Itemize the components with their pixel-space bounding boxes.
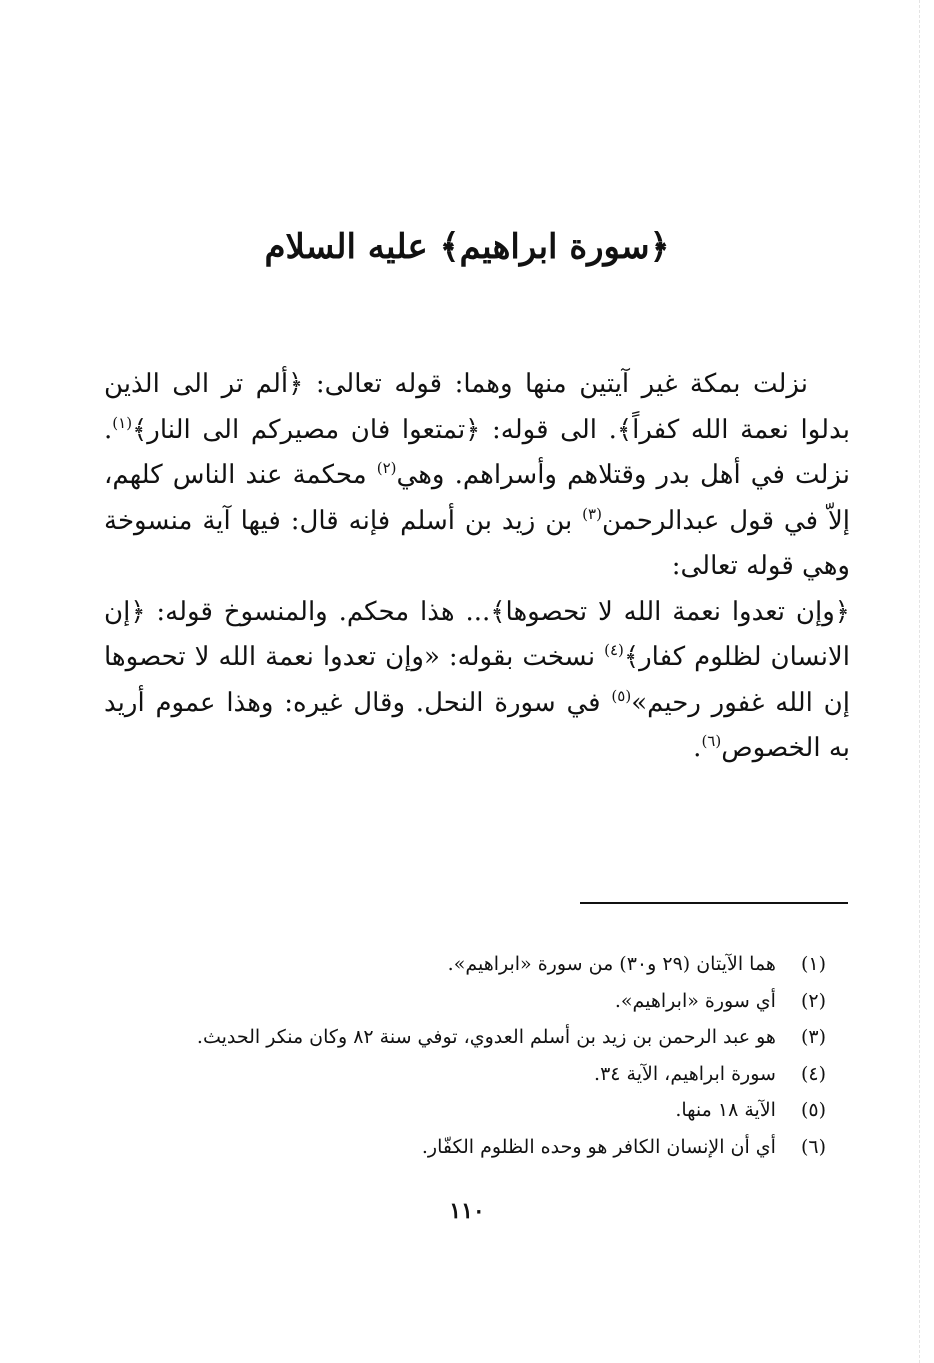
footnote-item — [120, 1129, 826, 1166]
footnote-ref-6: (٦) — [701, 732, 722, 750]
footnote-number: (٤) — [800, 1062, 826, 1085]
footnote-ref-4: (٤) — [604, 641, 624, 659]
text-run: . — [693, 733, 702, 763]
footnote-number: (٦) — [800, 1135, 826, 1158]
footnote-separator — [580, 902, 848, 904]
text-run: في سورة النحل. وقال غيره: وهذا عموم أريد به الخصوص — [104, 687, 850, 763]
footnote-text: سورة ابراهيم، الآية ٣٤. — [594, 1062, 776, 1085]
footnote-ref-1: (١) — [112, 413, 133, 432]
footnote-item — [120, 1092, 826, 1129]
footnote-item — [120, 983, 826, 1020]
footnote-text: أي أن الإنسان الكافر هو وحده الظلوم الكفّار. — [421, 1135, 776, 1158]
footnote-number: (١) — [800, 953, 826, 975]
scan-edge-line — [919, 0, 920, 1363]
footnote-ref-2: (٢) — [376, 459, 397, 477]
text-run: . نزلت في أهل بدر وقتلاهم وأسراهم. وهي — [104, 414, 851, 490]
footnotes-list — [120, 946, 826, 1166]
footnote-text: الآية ١٨ منها. — [675, 1099, 776, 1122]
footnote-number: (٥) — [800, 1099, 826, 1122]
text-run: نزلت بمكة غير آيتين منها وهما: قوله تعالى: ﴿ألم تر الى الذين بدلوا نعمة الله كفراً﴾. الى قوله: ﴿تمتعوا فان مصيركم الى النار﴾ — [104, 369, 850, 445]
footnote-text: هو عبد الرحمن بن زيد بن أسلم العدوي، توفي سنة ٨٢ وكان منكر الحديث. — [196, 1026, 776, 1049]
text-run: محكمة عند الناس كلهم، إلاّ في قول عبدالرحمن — [104, 460, 850, 536]
paragraph-1 — [104, 362, 850, 590]
main-text — [104, 362, 850, 772]
footnote-number: (٢) — [800, 989, 826, 1012]
footnote-item — [120, 1056, 826, 1093]
footnote-item — [120, 1019, 826, 1056]
footnote-ref-5: (٥) — [611, 686, 632, 705]
text-run: بن زيد بن أسلم فإنه قال: فيها آية منسوخة وهي قوله تعالى: — [104, 505, 850, 581]
page-number: ١١٠ — [449, 1198, 485, 1224]
footnote-text: هما الآيتان (٢٩ و٣٠) من سورة «ابراهيم». — [447, 953, 776, 975]
paragraph-2 — [104, 590, 850, 772]
text-run: ﴿وإن تعدوا نعمة الله لا تحصوها﴾... هذا محكم. والمنسوخ قوله: ﴿إن الانسان لظلوم كفار﴾ — [104, 596, 850, 672]
footnote-text: أي سورة «ابراهيم». — [614, 989, 776, 1012]
footnote-item — [120, 946, 826, 983]
text-run: نسخت بقوله: «وإن تعدوا نعمة الله لا تحصوها إن الله غفور رحيم» — [104, 642, 850, 718]
footnote-number: (٣) — [800, 1026, 826, 1049]
chapter-title: ﴿سورة ابراهيم﴾ عليه السلام — [264, 227, 670, 267]
footnote-ref-3: (٣) — [582, 504, 602, 523]
